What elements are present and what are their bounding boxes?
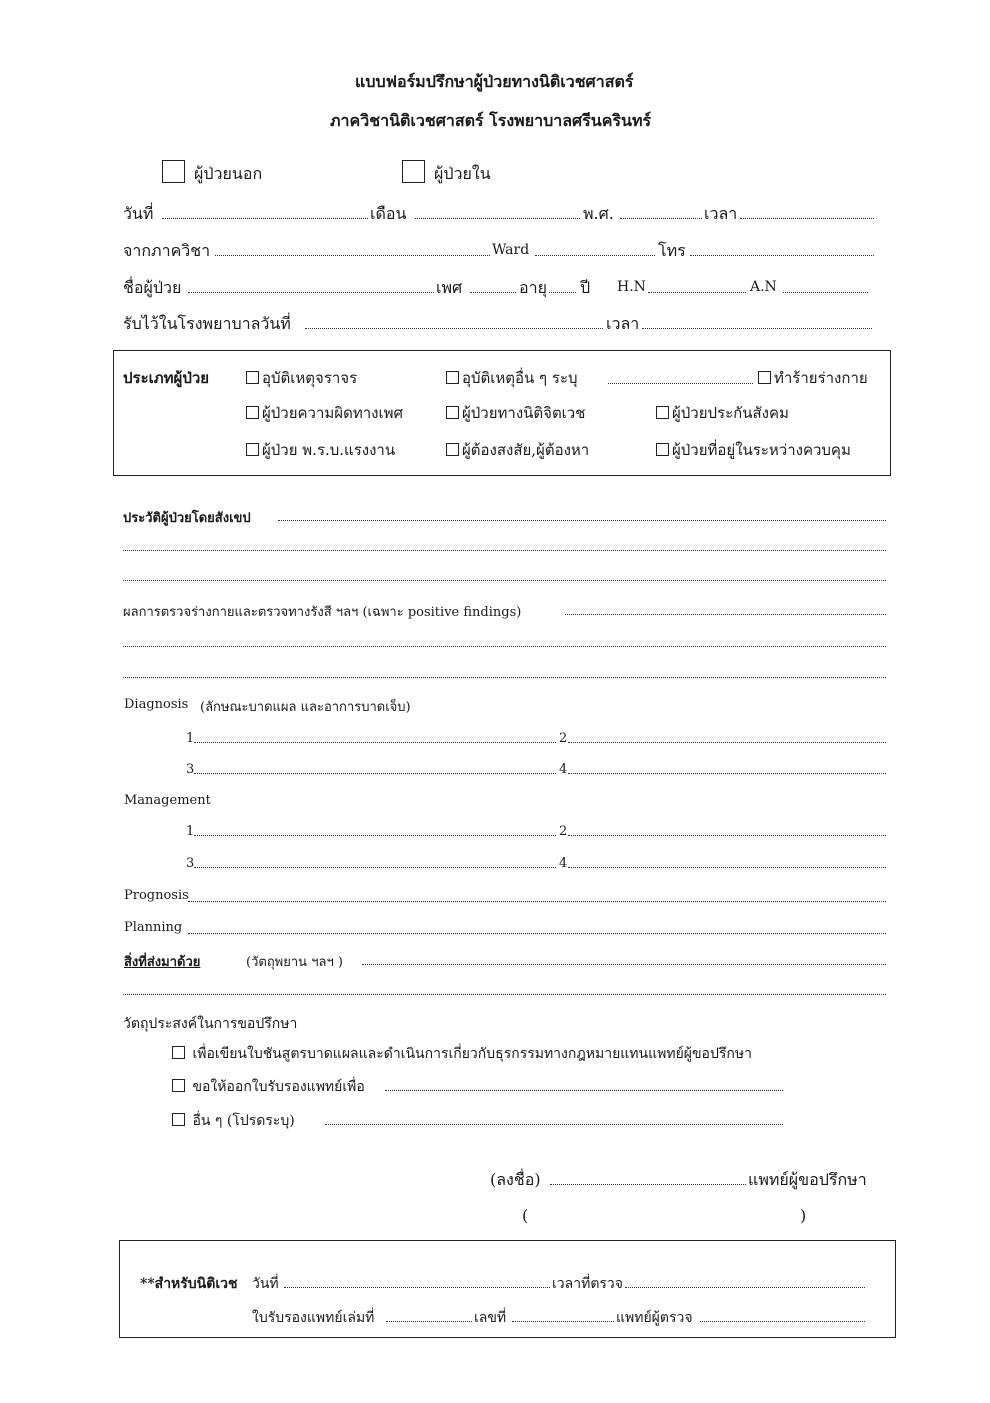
patient-type-option-in-custody[interactable]: ผู้ป่วยที่อยู่ในระหว่างควบคุม [656, 438, 851, 462]
checkbox-icon [446, 443, 459, 456]
signature-field[interactable] [550, 1184, 746, 1185]
an-label: A.N [750, 279, 777, 295]
cert-book-field[interactable] [386, 1321, 472, 1322]
patient-type-option-suspect[interactable]: ผู้ต้องสงสัย,ผู้ต้องหา [446, 438, 589, 462]
cert-number-label: เลขที่ [474, 1310, 507, 1326]
tel-field[interactable] [690, 255, 874, 256]
diagnosis-num-2: 2 [559, 731, 568, 746]
exam-line-1[interactable] [565, 614, 886, 615]
prognosis-label: Prognosis [124, 888, 189, 903]
examiner-field[interactable] [700, 1321, 865, 1322]
patient-type-option-sexual-offense[interactable]: ผู้ป่วยความผิดทางเพศ [246, 401, 403, 425]
other-accident-field[interactable] [608, 383, 753, 384]
forensic-label: **สำหรับนิติเวช [140, 1276, 238, 1292]
patient-type-label: ประเภทผู้ป่วย [123, 369, 210, 387]
from-dept-field[interactable] [215, 255, 490, 256]
time-field[interactable] [740, 218, 874, 219]
examiner-label: แพทย์ผู้ตรวจ [616, 1310, 693, 1326]
management-num-3: 3 [186, 856, 195, 871]
age-field[interactable] [549, 292, 576, 293]
exam-time-field[interactable] [625, 1287, 865, 1288]
patient-type-option-forensic-psych[interactable]: ผู้ป่วยทางนิติจิตเวช [446, 401, 585, 425]
purpose-option-other[interactable]: อื่น ๆ (โปรดระบุ) [172, 1110, 295, 1132]
patient-type-option-assault[interactable]: ทำร้ายร่างกาย [758, 366, 868, 390]
admit-time-field[interactable] [642, 328, 872, 329]
diagnosis-num-1: 1 [186, 731, 195, 746]
outpatient-checkbox[interactable] [162, 160, 185, 183]
purpose-other-field[interactable] [325, 1124, 783, 1125]
exam-time-label: เวลาที่ตรวจ [552, 1276, 623, 1292]
inpatient-checkbox[interactable] [402, 160, 425, 183]
date-field[interactable] [162, 218, 368, 219]
forensic-date-label: วันที่ [252, 1276, 279, 1292]
sex-label: เพศ [436, 278, 463, 297]
checkbox-icon [758, 371, 771, 384]
purpose-option-wound-cert[interactable]: เพื่อเขียนใบชันสูตรบาดแผลและดำเนินการเกี่ยวกับธุรกรรมทางกฎหมายแทนแพทย์ผู้ขอปรึกษา [172, 1043, 752, 1065]
checkbox-icon [446, 371, 459, 384]
management-field-2[interactable] [568, 835, 886, 836]
outpatient-label: ผู้ป่วยนอก [194, 164, 263, 183]
diagnosis-num-3: 3 [186, 762, 195, 777]
signature-close-paren: ) [800, 1206, 807, 1225]
exam-line-2[interactable] [123, 646, 886, 647]
admit-date-field[interactable] [305, 328, 603, 329]
checkbox-icon [246, 406, 259, 419]
signature-prefix: (ลงชื่อ) [490, 1170, 541, 1189]
sex-field[interactable] [470, 292, 516, 293]
planning-field[interactable] [188, 933, 886, 934]
year-unit-label: ปี [580, 278, 591, 297]
planning-label: Planning [124, 920, 183, 935]
management-field-4[interactable] [568, 867, 886, 868]
prognosis-field[interactable] [188, 901, 886, 902]
management-num-2: 2 [559, 824, 568, 839]
history-label: ประวัติผู้ป่วยโดยสังเขป [123, 511, 251, 526]
purpose-option-medical-cert[interactable]: ขอให้ออกใบรับรองแพทย์เพื่อ [172, 1076, 365, 1098]
diagnosis-field-2[interactable] [568, 742, 886, 743]
management-field-1[interactable] [194, 835, 556, 836]
form-subtitle: ภาควิชานิติเวชศาสตร์ โรงพยาบาลศรีนครินทร์ [330, 111, 652, 130]
ward-field[interactable] [535, 255, 655, 256]
year-label: พ.ศ. [583, 204, 614, 223]
patient-type-option-social-security[interactable]: ผู้ป่วยประกันสังคม [656, 401, 789, 425]
checkbox-icon [246, 443, 259, 456]
inpatient-label: ผู้ป่วยใน [434, 164, 491, 183]
history-line-1[interactable] [278, 520, 886, 521]
diagnosis-field-4[interactable] [568, 773, 886, 774]
sent-with-line-1[interactable] [362, 964, 886, 965]
history-line-2[interactable] [123, 550, 886, 551]
hn-label: H.N [617, 279, 646, 295]
month-label: เดือน [370, 204, 407, 223]
signature-open-paren: ( [522, 1206, 529, 1225]
purpose-label: วัตถุประสงค์ในการขอปรึกษา [123, 1016, 298, 1032]
history-line-3[interactable] [123, 580, 886, 581]
diagnosis-note: (ลักษณะบาดแผล และอาการบาดเจ็บ) [200, 700, 411, 715]
time-label: เวลา [704, 204, 738, 223]
patient-type-option-traffic[interactable]: อุบัติเหตุจราจร [246, 366, 357, 390]
tel-label: โทร [658, 241, 686, 260]
admit-time-label: เวลา [606, 314, 640, 333]
patient-name-field[interactable] [188, 292, 434, 293]
checkbox-icon [656, 443, 669, 456]
diagnosis-field-1[interactable] [194, 742, 556, 743]
year-field[interactable] [620, 218, 702, 219]
diagnosis-num-4: 4 [559, 762, 568, 777]
cert-number-field[interactable] [512, 1321, 614, 1322]
patient-name-label: ชื่อผู้ป่วย [123, 278, 182, 297]
checkbox-icon [172, 1113, 185, 1126]
form-title: แบบฟอร์มปรึกษาผู้ป่วยทางนิติเวชศาสตร์ [355, 72, 634, 91]
checkbox-icon [172, 1046, 185, 1059]
checkbox-icon [656, 406, 669, 419]
patient-type-option-labor-act[interactable]: ผู้ป่วย พ.ร.บ.แรงงาน [246, 438, 395, 462]
exam-label: ผลการตรวจร่างกายและตรวจทางรังสี ฯลฯ (เฉพาะ positive findings) [123, 605, 522, 620]
signature-suffix: แพทย์ผู้ขอปรึกษา [748, 1170, 867, 1189]
management-field-3[interactable] [194, 867, 556, 868]
sent-with-label: สิ่งที่ส่งมาด้วย [124, 955, 201, 970]
date-label: วันที่ [123, 204, 154, 223]
sent-with-note: (วัตถุพยาน ฯลฯ ) [246, 955, 343, 970]
checkbox-icon [246, 371, 259, 384]
month-field[interactable] [415, 218, 580, 219]
checkbox-icon [446, 406, 459, 419]
age-label: อายุ [519, 278, 547, 297]
forensic-date-field[interactable] [284, 1287, 550, 1288]
management-label: Management [124, 793, 211, 808]
from-dept-label: จากภาควิชา [123, 241, 211, 260]
management-num-1: 1 [186, 824, 195, 839]
an-field[interactable] [783, 292, 868, 293]
cert-book-label: ใบรับรองแพทย์เล่มที่ [252, 1310, 375, 1326]
medical-cert-field[interactable] [385, 1090, 783, 1091]
diagnosis-label: Diagnosis [124, 697, 189, 712]
hn-field[interactable] [648, 292, 746, 293]
sent-with-line-2[interactable] [123, 994, 886, 995]
diagnosis-field-3[interactable] [194, 773, 556, 774]
ward-label: Ward [492, 242, 530, 258]
exam-line-3[interactable] [123, 677, 886, 678]
management-num-4: 4 [559, 856, 568, 871]
patient-type-option-other-accident[interactable]: อุบัติเหตุอื่น ๆ ระบุ [446, 366, 578, 390]
checkbox-icon [172, 1079, 185, 1092]
admit-date-label: รับไว้ในโรงพยาบาลวันที่ [123, 314, 291, 333]
